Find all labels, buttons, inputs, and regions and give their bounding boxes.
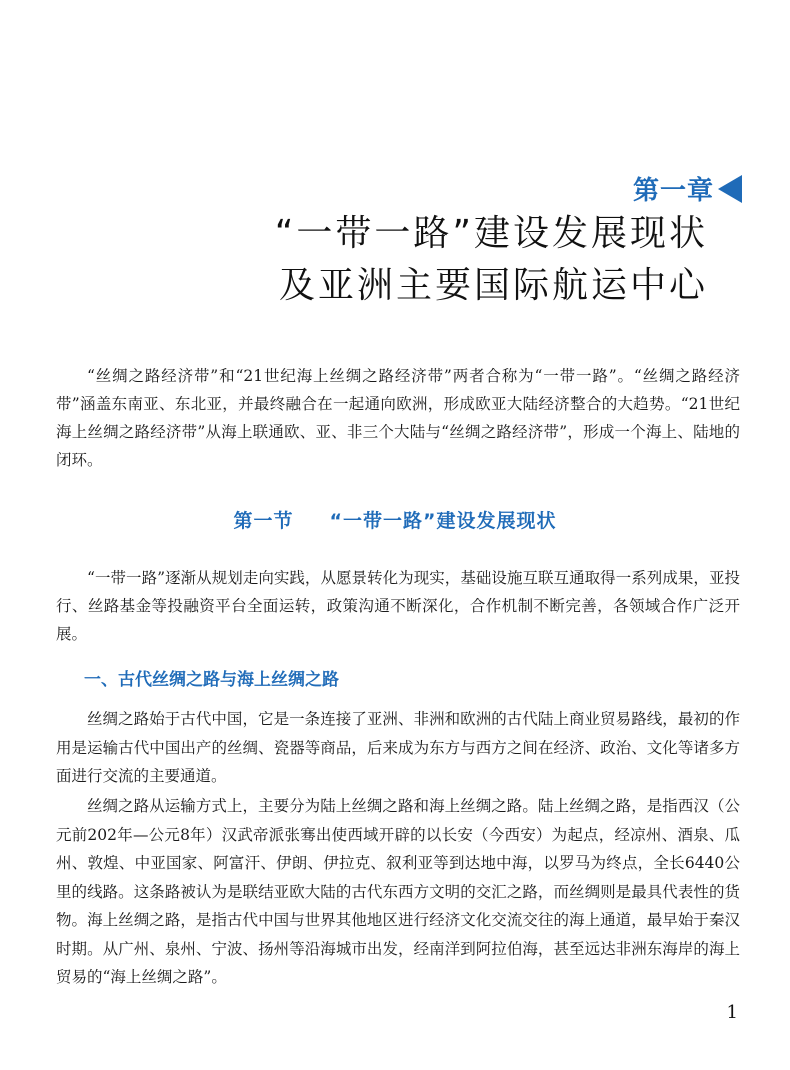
page-number: 1 (726, 1002, 738, 1023)
chapter-label-text: 第一章 (632, 176, 714, 206)
triangle-marker-icon (718, 175, 742, 203)
section-heading (0, 506, 790, 533)
body-paragraph-1: 丝绸之路始于古代中国，它是一条连接了亚洲、非洲和欧洲的古代陆上商业贸易路线，最初的作用是运输古代中国出产的丝绸、瓷器等商品，后来成为东方与西方之间在经济、政治、文化等诸多方面进行交流的主要通道。 (56, 710, 740, 785)
body-paragraph-2: 丝绸之路从运输方式上，主要分为陆上丝绸之路和海上丝绸之路。陆上丝绸之路，是指西汉（公元前202年—公元8年）汉武帝派张骞出使西域开辟的以长安（今西安）为起点，经凉州、酒泉、瓜州、敦煌、中亚国家、阿富汗、伊朗、伊拉克、叙利亚等到达地中海，以罗马为终点，全长6440公里的线路。这条路被认为是联结亚欧大陆的古代东西方文明的交汇之路，而丝绸则是最具代表性的货物。海上丝绸之路，是指古代中国与世界其他地区进行经济文化交流交往的海上通道，最早始于秦汉时期。从广州、泉州、宁波、扬州等沿海城市出发，经南洋到阿拉伯海，甚至远达非洲东海岸的海上贸易的“海上丝绸之路”。 (56, 797, 740, 986)
section-title: “一带一路”建设发展现状 (329, 510, 557, 532)
section-number: 第一节 (233, 510, 294, 532)
chapter-title-line-1: “一带一路”建设发展现状 (274, 213, 708, 254)
chapter-label (633, 170, 742, 207)
intro-paragraph: “丝绸之路经济带”和“21世纪海上丝绸之路经济带”两者合称为“一带一路”。“丝绸之路经济带”涵盖东南亚、东北亚，并最终融合在一起通向欧洲，形成欧亚大陆经济整合的大趋势。“21世纪海上丝绸之路经济带”从海上联通欧、亚、非三个大陆与“丝绸之路经济带”，形成一个海上、陆地的闭环。 (56, 367, 740, 469)
section-paragraph: “一带一路”逐渐从规划走向实践，从愿景转化为现实，基础设施互联互通取得一系列成果，亚投行、丝路基金等投融资平台全面运转，政策沟通不断深化，合作机制不断完善，各领域合作广泛开展。 (56, 569, 740, 643)
chapter-title-line-2: 及亚洲主要国际航运中心 (278, 265, 708, 306)
subsection-heading: 一、古代丝绸之路与海上丝绸之路 (84, 670, 339, 690)
chapter-title (275, 208, 708, 312)
